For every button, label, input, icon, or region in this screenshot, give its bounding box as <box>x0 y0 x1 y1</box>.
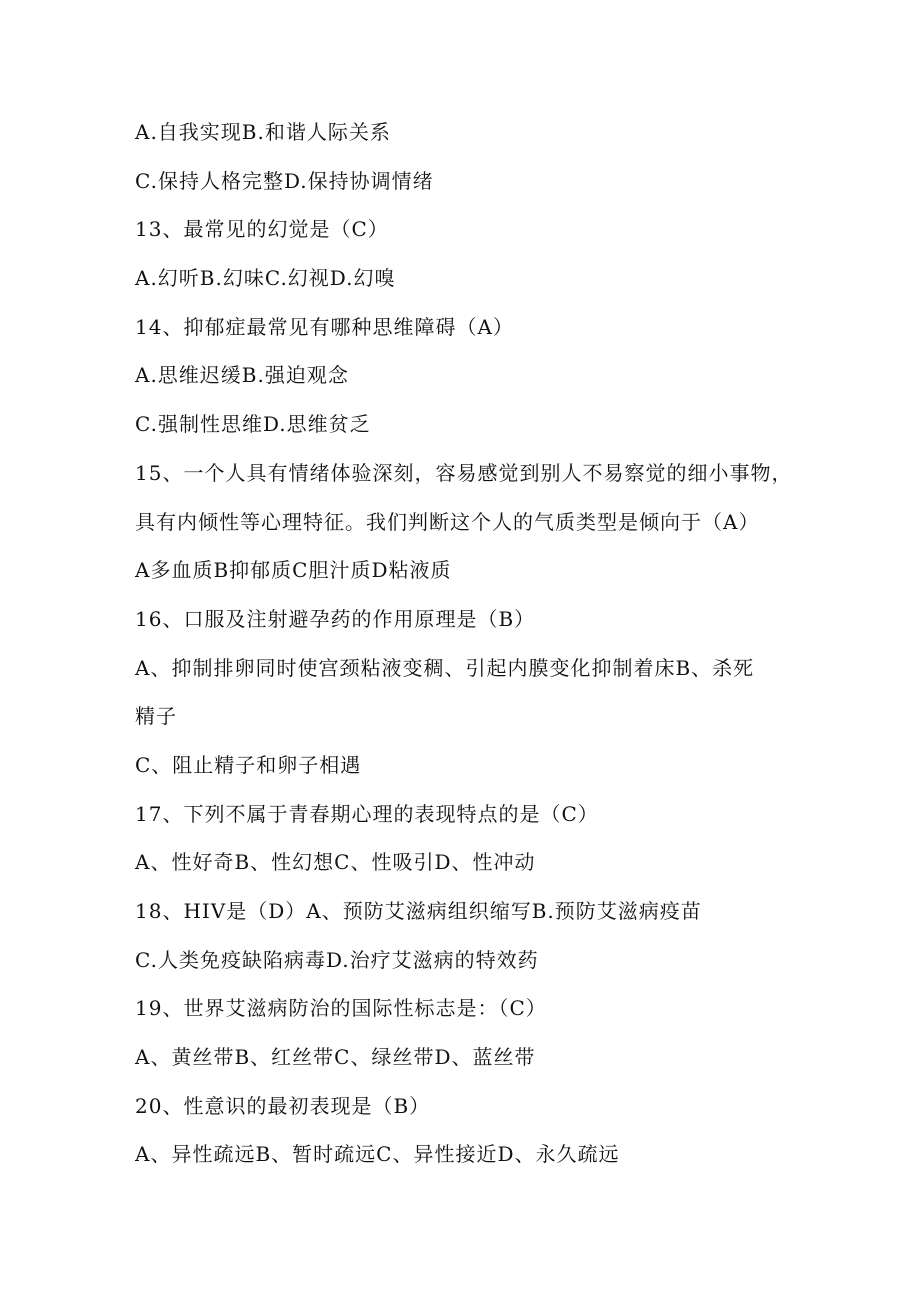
question-13: 13、最常见的幻觉是（C） <box>135 217 389 242</box>
option-line-12b: C.保持人格完整D.保持协调情绪 <box>135 168 434 193</box>
question-17: 17、下列不属于青春期心理的表现特点的是（C） <box>135 801 599 826</box>
option-line-16: A、抑制排卵同时使宫颈粘液变稠、引起内膜变化抑制着床B、杀死 <box>135 655 755 680</box>
question-16: 16、口服及注射避孕药的作用原理是（B） <box>135 606 536 631</box>
option-line-12: A.自我实现B.和谐人际关系 <box>135 120 391 144</box>
question-14: 14、抑郁症最常见有哪种思维障碍（A） <box>135 314 514 339</box>
option-line-13: A.幻听B.幻味C.幻视D.幻嗅 <box>135 266 396 291</box>
option-line-19: A、黄丝带B、红丝带C、绿丝带D、蓝丝带 <box>135 1045 536 1070</box>
option-line-14: A.思维迟缓B.强迫观念 <box>135 363 349 388</box>
question-20: 20、性意识的最初表现是（B） <box>135 1093 431 1118</box>
option-line-20: A、异性疏远B、暂时疏远C、异性接近D、永久疏远 <box>135 1142 620 1167</box>
question-15: 15、一个人具有情绪体验深刻，容易感觉到别人不易察觉的细小事物， <box>135 460 793 485</box>
document-body <box>135 108 795 1179</box>
option-line-14b: C.强制性思维D.思维贫乏 <box>135 412 371 437</box>
option-line-17: A、性好奇B、性幻想C、性吸引D、性冲动 <box>135 850 536 875</box>
option-line-16-cont: 精子 <box>135 704 177 729</box>
option-line-16b: C、阻止精子和卵子相遇 <box>135 752 362 777</box>
question-19: 19、世界艾滋病防治的国际性标志是：（C） <box>135 996 547 1021</box>
question-18: 18、HIV是（D）A、预防艾滋病组织缩写B.预防艾滋病疫苗 <box>135 899 702 923</box>
option-line-15: A多血质B抑郁质C胆汁质D粘液质 <box>135 558 452 583</box>
option-line-18: C.人类免疫缺陷病毒D.治疗艾滋病的特效药 <box>135 947 539 972</box>
question-15-cont: 具有内倾性等心理特征。我们判断这个人的气质类型是倾向于（A） <box>135 509 760 534</box>
